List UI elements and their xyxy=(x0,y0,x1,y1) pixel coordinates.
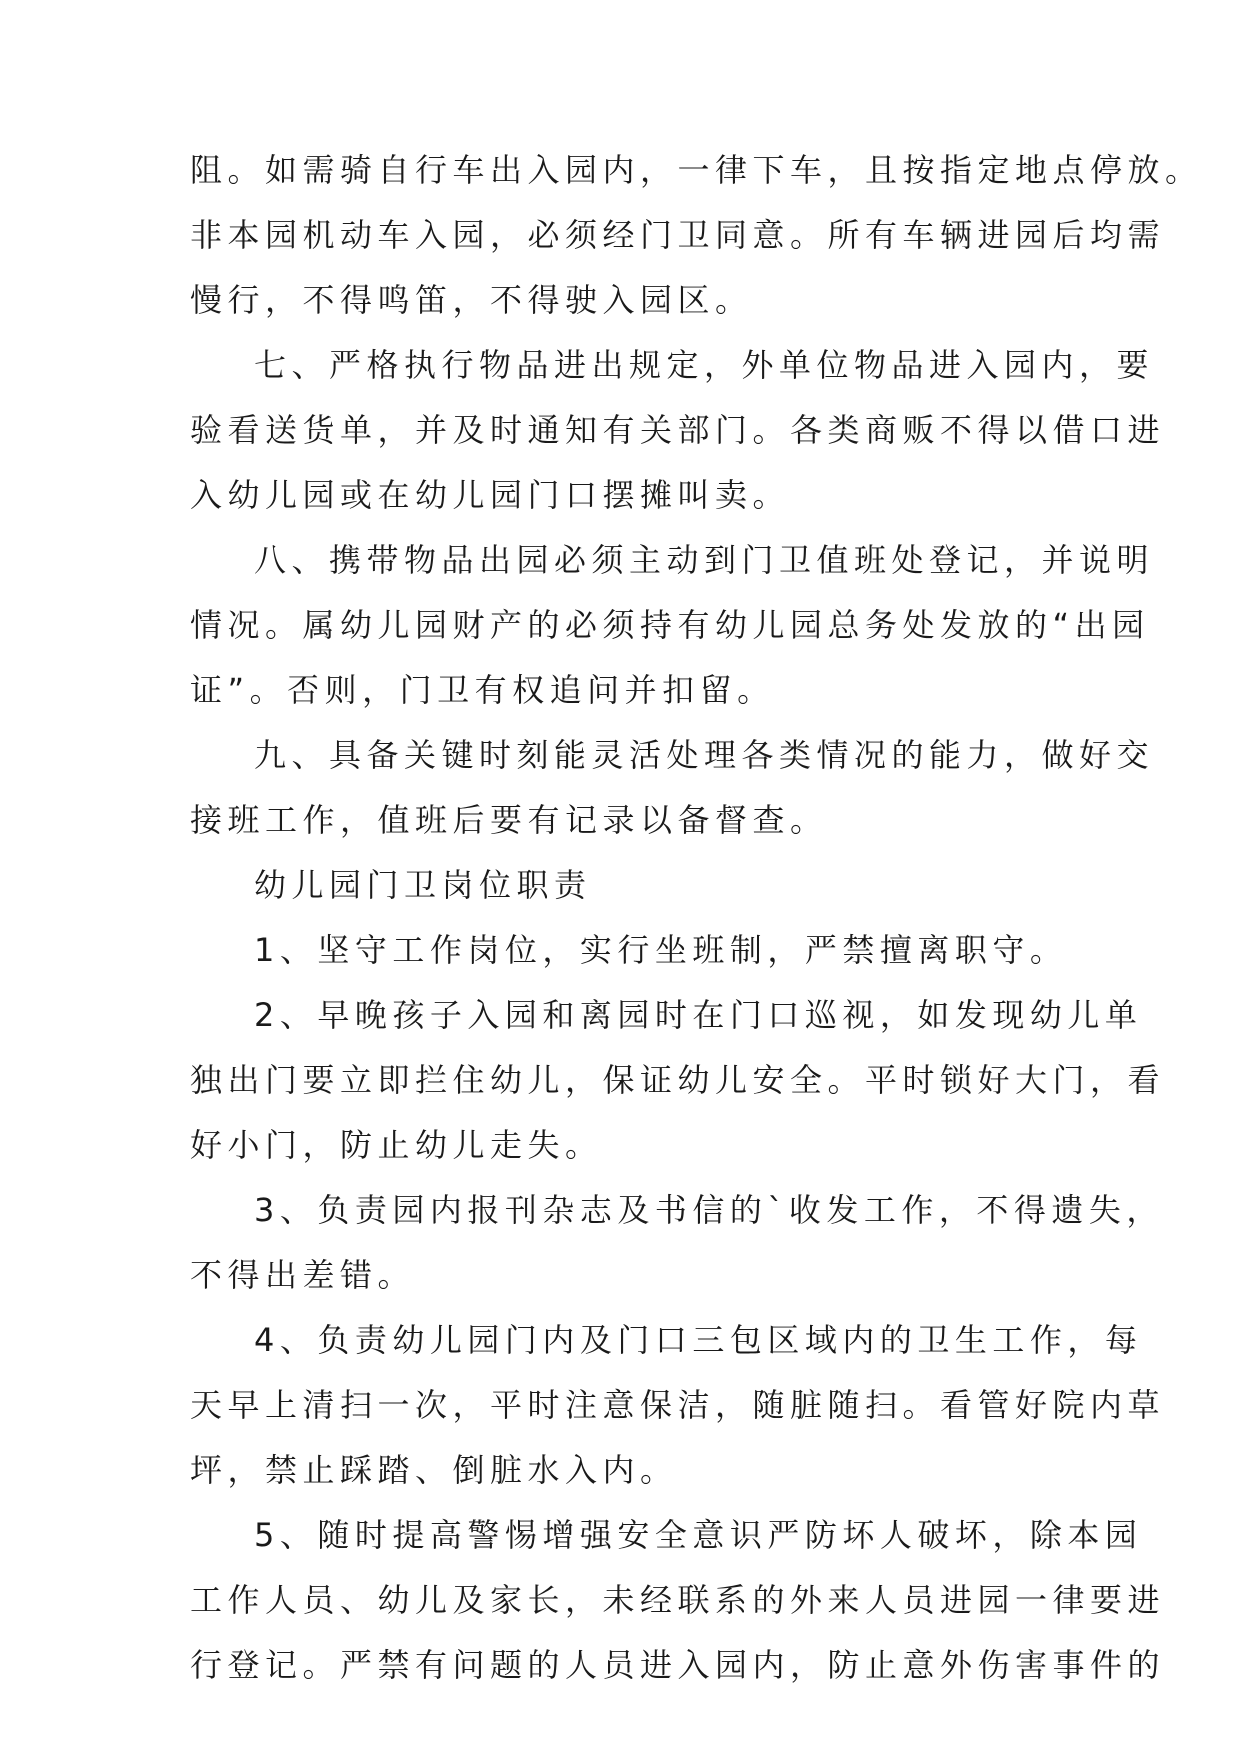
paragraph-seven: 七、严格执行物品进出规定，外单位物品进入园内，要 xyxy=(254,346,1155,384)
text-line: 证”。否则，门卫有权追问并扣留。 xyxy=(190,671,775,709)
duty-item-5: 5、随时提高警惕增强安全意识严防坏人破坏，除本园 xyxy=(254,1516,1143,1554)
paragraph-eight: 八、携带物品出园必须主动到门卫值班处登记，并说明 xyxy=(254,541,1155,579)
text-line: 行登记。严禁有问题的人员进入园内，防止意外伤害事件的 xyxy=(190,1646,1166,1684)
text-line: 阻。如需骑自行车出入园内，一律下车，且按指定地点停放。 xyxy=(190,151,1203,189)
paragraph-nine: 九、具备关键时刻能灵活处理各类情况的能力，做好交 xyxy=(254,736,1155,774)
text-line: 好小门，防止幼儿走失。 xyxy=(190,1126,603,1164)
duty-item-2: 2、早晚孩子入园和离园时在门口巡视，如发现幼儿单 xyxy=(254,996,1143,1034)
text-line: 坪，禁止踩踏、倒脏水入内。 xyxy=(190,1451,678,1489)
text-line: 工作人员、幼儿及家长，未经联系的外来人员进园一律要进 xyxy=(190,1581,1166,1619)
text-line: 不得出差错。 xyxy=(190,1256,416,1294)
duty-item-4: 4、负责幼儿园门内及门口三包区域内的卫生工作，每 xyxy=(254,1321,1143,1359)
text-line: 验看送货单，并及时通知有关部门。各类商贩不得以借口进 xyxy=(190,411,1166,449)
text-line: 非本园机动车入园，必须经门卫同意。所有车辆进园后均需 xyxy=(190,216,1166,254)
duty-item-3: 3、负责园内报刊杂志及书信的`收发工作，不得遗失， xyxy=(254,1191,1164,1229)
text-line: 情况。属幼儿园财产的必须持有幼儿园总务处发放的“出园 xyxy=(190,606,1150,644)
text-line: 天早上清扫一次，平时注意保洁，随脏随扫。看管好院内草 xyxy=(190,1386,1166,1424)
section-heading: 幼儿园门卫岗位职责 xyxy=(254,866,592,904)
text-line: 入幼儿园或在幼儿园门口摆摊叫卖。 xyxy=(190,476,791,514)
duty-item-1: 1、坚守工作岗位，实行坐班制，严禁擅离职守。 xyxy=(254,931,1068,969)
text-line: 独出门要立即拦住幼儿，保证幼儿安全。平时锁好大门，看 xyxy=(190,1061,1166,1099)
text-line: 接班工作，值班后要有记录以备督查。 xyxy=(190,801,828,839)
text-line: 慢行，不得鸣笛，不得驶入园区。 xyxy=(190,281,753,319)
